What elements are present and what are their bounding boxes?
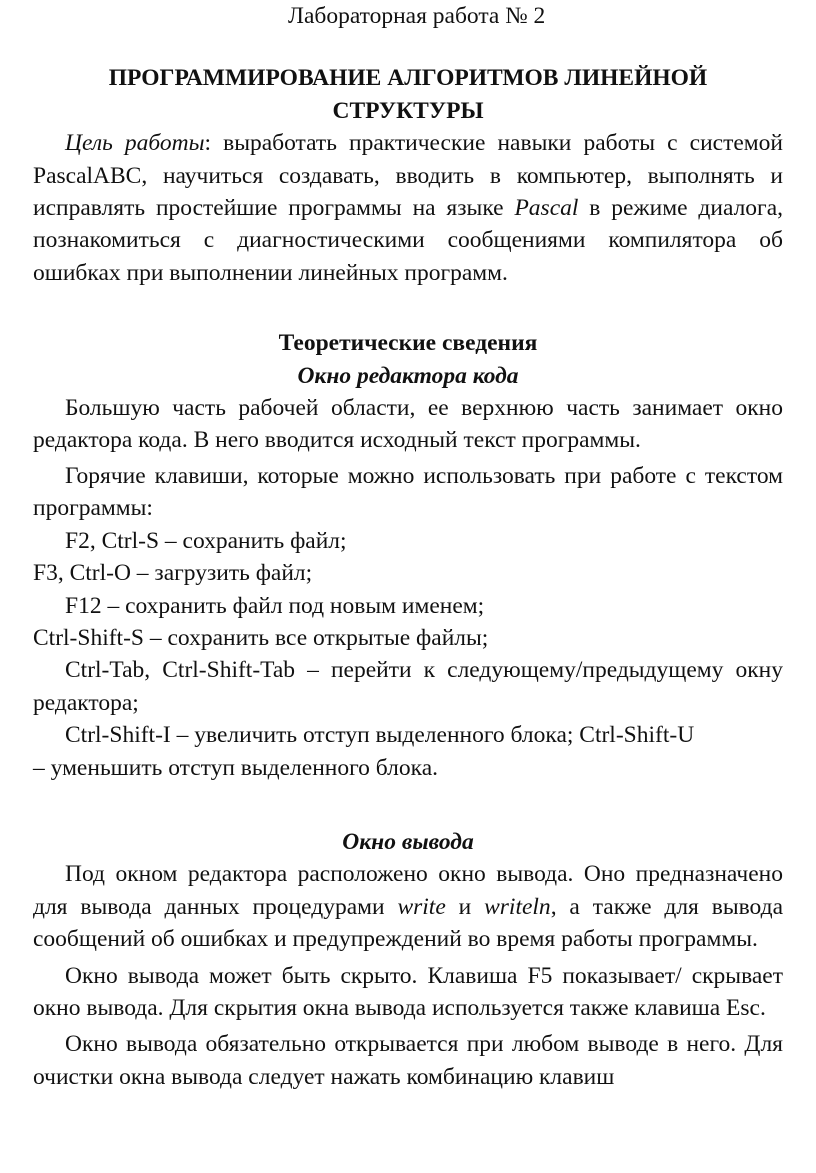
output-paragraph-2: Окно вывода может быть скрыто. Клавиша F5 показывает/ скрывает окно вывода. Для скрытия окна вывода используется также клавиша Esc. xyxy=(33,962,783,1021)
lab-title: Лабораторная работа № 2 xyxy=(288,3,546,29)
output-paragraph-1 xyxy=(33,858,783,955)
goal-paragraph xyxy=(33,127,783,289)
hotkey-item: F12 – сохранить файл под новым именем; xyxy=(65,592,485,619)
goal-pascal: Pascal xyxy=(514,195,579,222)
goal-text-part1: : выработать практические навыки работы с системой PascalABC, научиться создавать, вводить в компьютер, выполнять и исправлять простейшие программы на языке xyxy=(33,130,783,222)
goal-text-part2: в режиме диалога, познакомиться с диагностическими сообщениями компилятора об ошибках при выполнении линейных программ. xyxy=(33,195,783,286)
hotkey-item: – уменьшить отступ выделенного блока. xyxy=(33,754,439,781)
title-line-2: СТРУКТУРЫ xyxy=(332,97,484,124)
hotkeys-list xyxy=(33,525,783,784)
output-p1-write: write xyxy=(397,893,446,920)
editor-heading: Окно редактора кода xyxy=(297,362,519,389)
theory-heading: Теоретические сведения xyxy=(278,330,538,357)
output-paragraph-3: Окно вывода обязательно открывается при любом выводе в него. Для очистки окна вывода следует нажать комбинацию клавиш xyxy=(33,1031,783,1090)
goal-label: Цель работы xyxy=(65,130,205,157)
document-title xyxy=(33,62,783,127)
output-p1-writeln: writeln xyxy=(484,893,551,920)
output-p1-part2: , а также для вывода сообщений об ошибках и предупреждений во время работы программы. xyxy=(33,893,784,953)
hotkey-item: Ctrl-Tab, Ctrl-Shift-Tab – перейти к следующему/предыдущему окну редактора; xyxy=(33,657,783,716)
hotkey-item: Ctrl-Shift-S – сохранить все открытые файлы; xyxy=(33,624,489,651)
editor-paragraph-1: Большую часть рабочей области, ее верхнюю часть занимает окно редактора кода. В него вводится исходный текст программы. xyxy=(33,395,783,454)
output-heading: Окно вывода xyxy=(342,828,474,855)
title-line-1: ПРОГРАММИРОВАНИЕ АЛГОРИТМОВ ЛИНЕЙНОЙ xyxy=(108,65,708,92)
hotkey-item: F3, Ctrl-O – загрузить файл; xyxy=(33,560,313,587)
editor-paragraph-2: Горячие клавиши, которые можно использовать при работе с текстом программы: xyxy=(33,462,783,522)
output-p1-and: и xyxy=(445,893,485,920)
output-p1-part1: Под окном редактора расположено окно вывода. Оно предназначено для вывода данных процедурами xyxy=(33,861,783,920)
hotkey-item: Ctrl-Shift-I – увеличить отступ выделенного блока; Ctrl-Shift-U xyxy=(65,722,695,749)
hotkey-item: F2, Ctrl-S – сохранить файл; xyxy=(65,527,347,554)
